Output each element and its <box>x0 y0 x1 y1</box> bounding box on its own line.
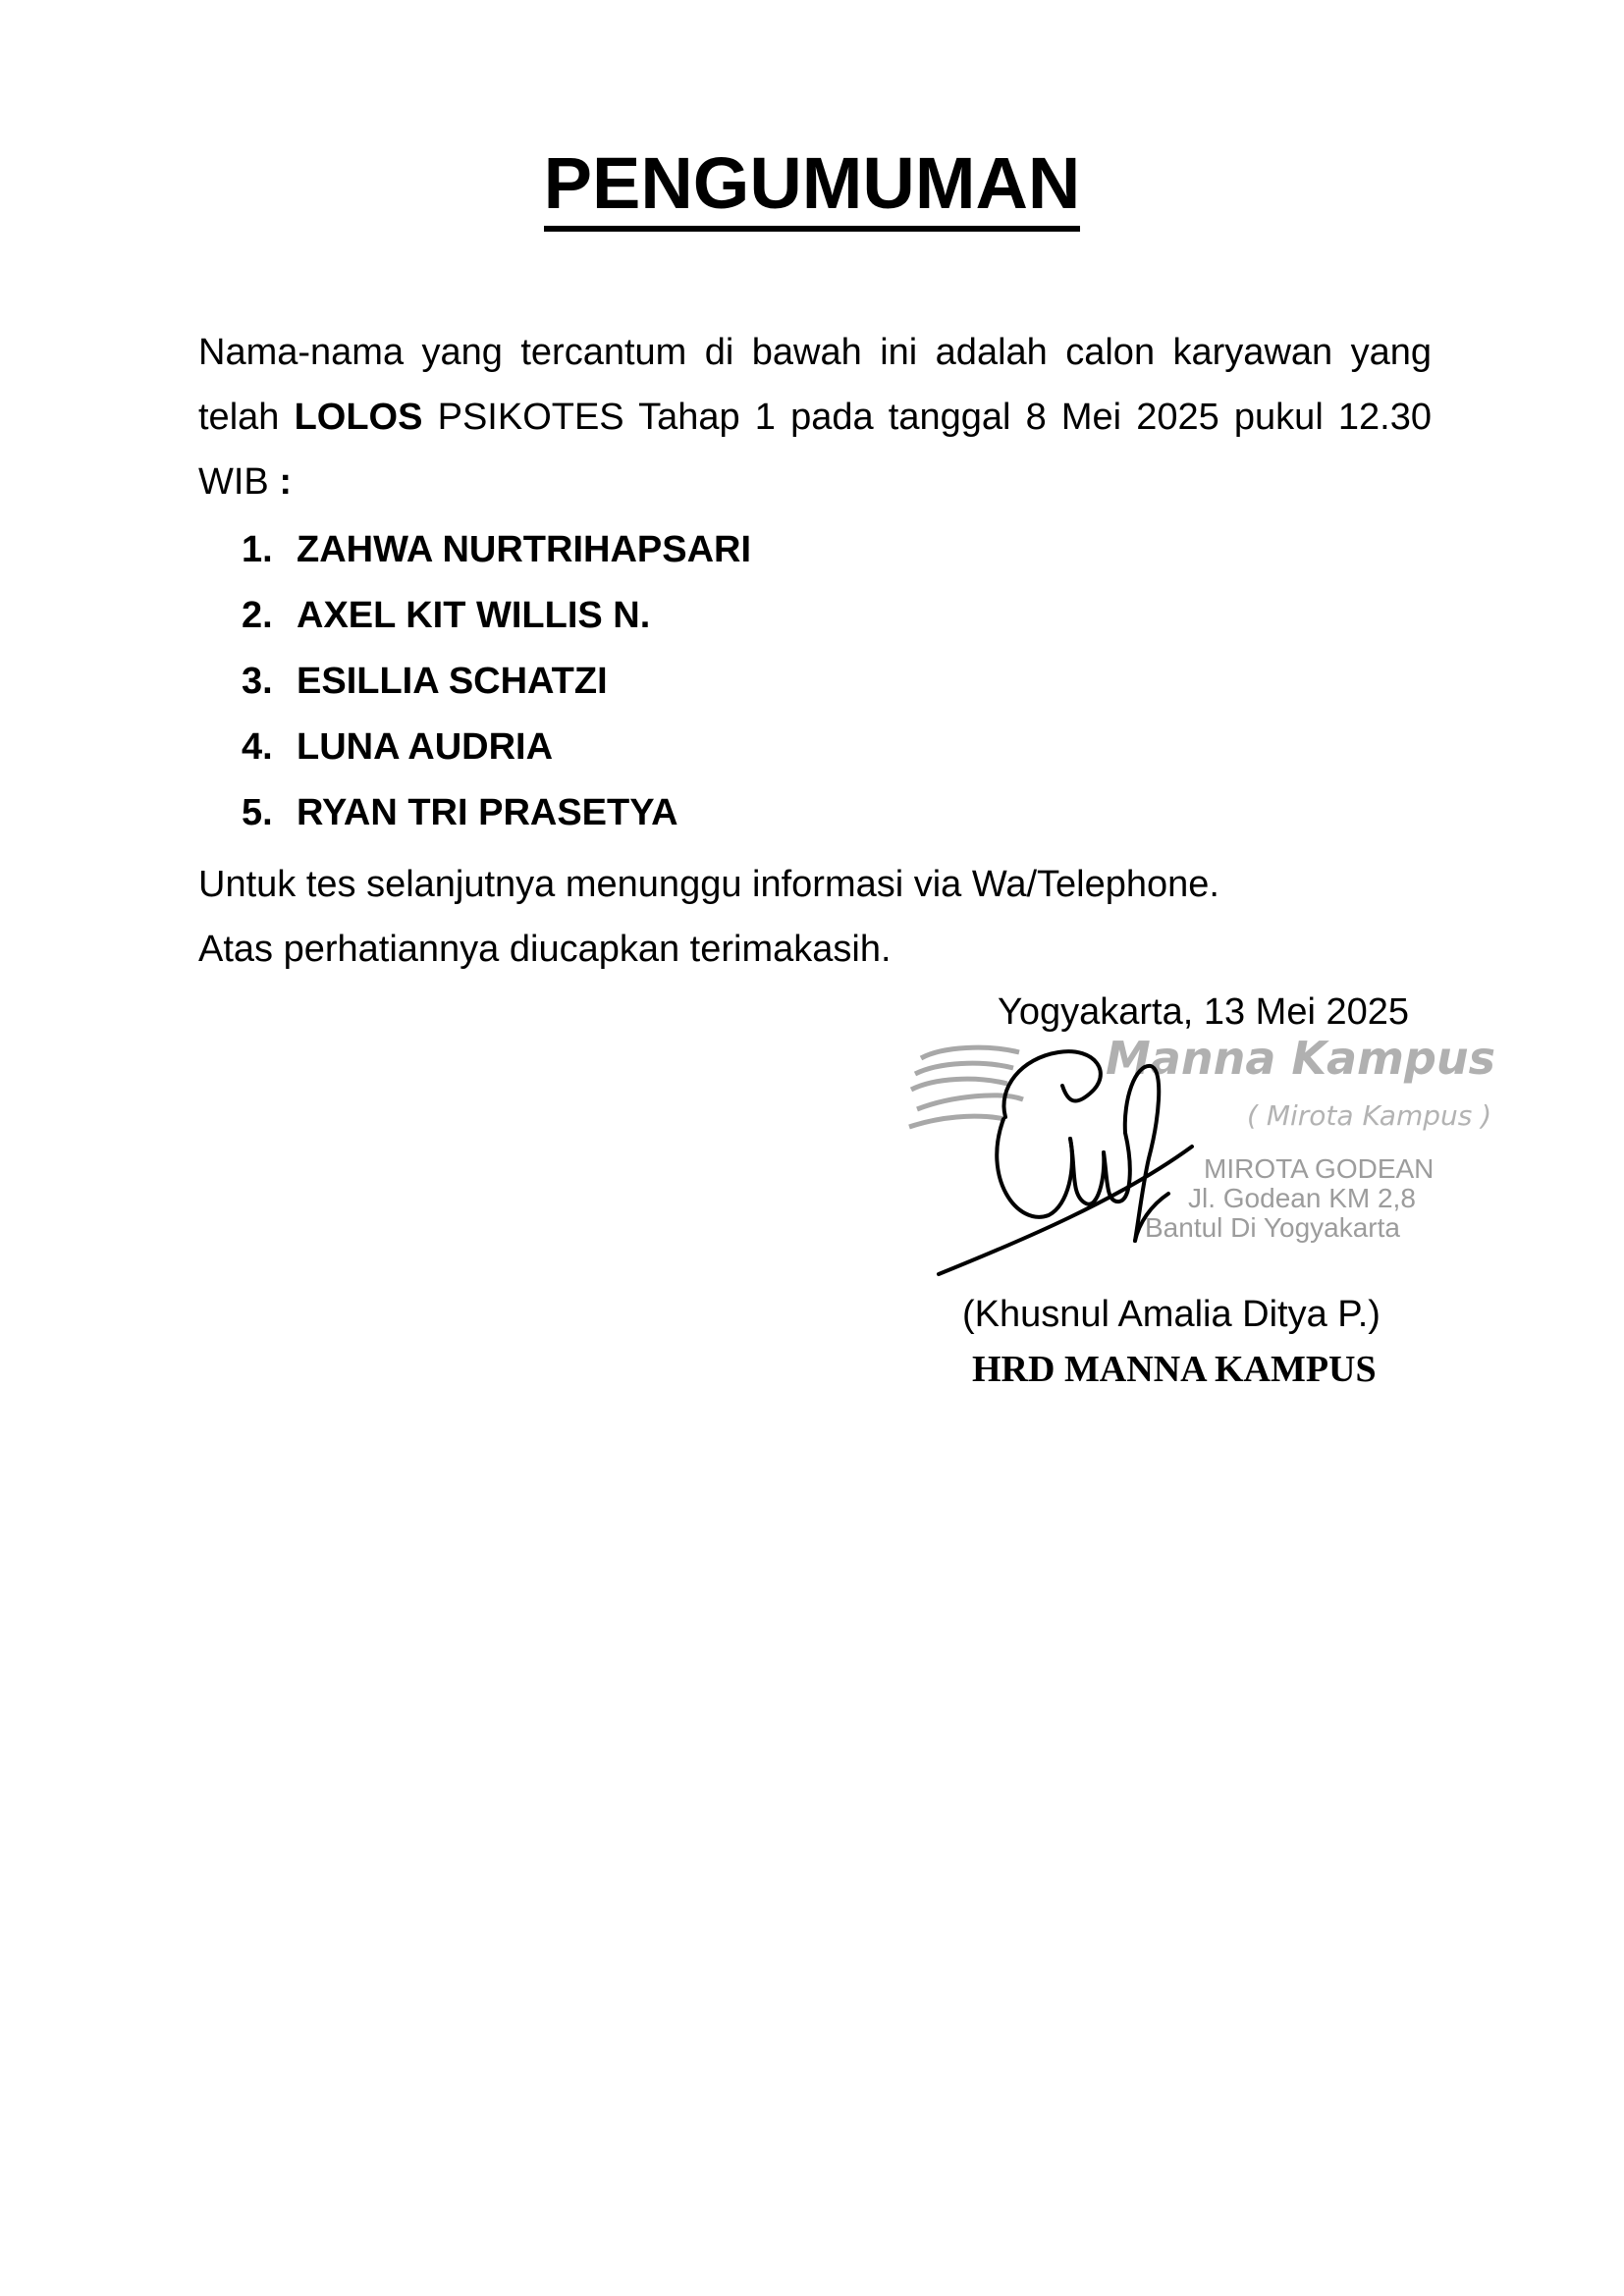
list-item <box>242 780 751 846</box>
list-item-number: 3. <box>242 661 273 702</box>
next-info-text: Untuk tes selanjutnya menunggu informasi via Wa/Telephone. <box>198 864 1219 905</box>
list-item <box>242 649 751 715</box>
list-item-name: ESILLIA SCHATZI <box>297 661 608 702</box>
stamp-sub-text: ( Mirota Kampus ) <box>1247 1099 1492 1132</box>
list-item-number: 2. <box>242 595 273 636</box>
intro-colon: : <box>279 461 292 503</box>
signer-title: HRD MANNA KAMPUS <box>972 1349 1377 1390</box>
list-item-name: RYAN TRI PRASETYA <box>297 792 678 833</box>
place-date: Yogyakarta, 13 Mei 2025 <box>998 991 1410 1033</box>
list-item <box>242 715 751 780</box>
stamp-line1-text: MIROTA GODEAN <box>1204 1153 1435 1184</box>
list-item <box>242 517 751 583</box>
list-item-number: 4. <box>242 726 273 768</box>
signer-name: (Khusnul Amalia Ditya P.) <box>962 1294 1380 1335</box>
thanks-text: Atas perhatiannya diucapkan terimakasih. <box>198 929 892 970</box>
list-item-name: AXEL KIT WILLIS N. <box>297 595 651 636</box>
list-item-name: ZAHWA NURTRIHAPSARI <box>297 529 752 570</box>
list-item-number: 1. <box>242 529 273 570</box>
stamp-and-signature <box>903 1031 1512 1306</box>
intro-text-2: PSIKOTES Tahap 1 pada tanggal 8 Mei 2025 pukul 12.30 WIB <box>198 397 1433 503</box>
intro-emphasis: LOLOS <box>294 397 423 438</box>
candidate-list <box>242 517 751 846</box>
list-item-number: 5. <box>242 792 273 833</box>
intro-text-1: Nama-nama yang tercantum di bawah ini adalah calon karyawan yang telah <box>198 332 1432 438</box>
announcement-title <box>0 142 1624 224</box>
stamp-line2-text: Jl. Godean KM 2,8 <box>1188 1183 1416 1213</box>
stamp-brand-text: Manna Kampus <box>1106 1032 1496 1085</box>
list-item-name: LUNA AUDRIA <box>297 726 554 768</box>
title-text: PENGUMUMAN <box>544 142 1081 232</box>
stamp-line3-text: Bantul Di Yogyakarta <box>1145 1212 1400 1243</box>
list-item <box>242 583 751 649</box>
intro-paragraph <box>198 320 1432 514</box>
